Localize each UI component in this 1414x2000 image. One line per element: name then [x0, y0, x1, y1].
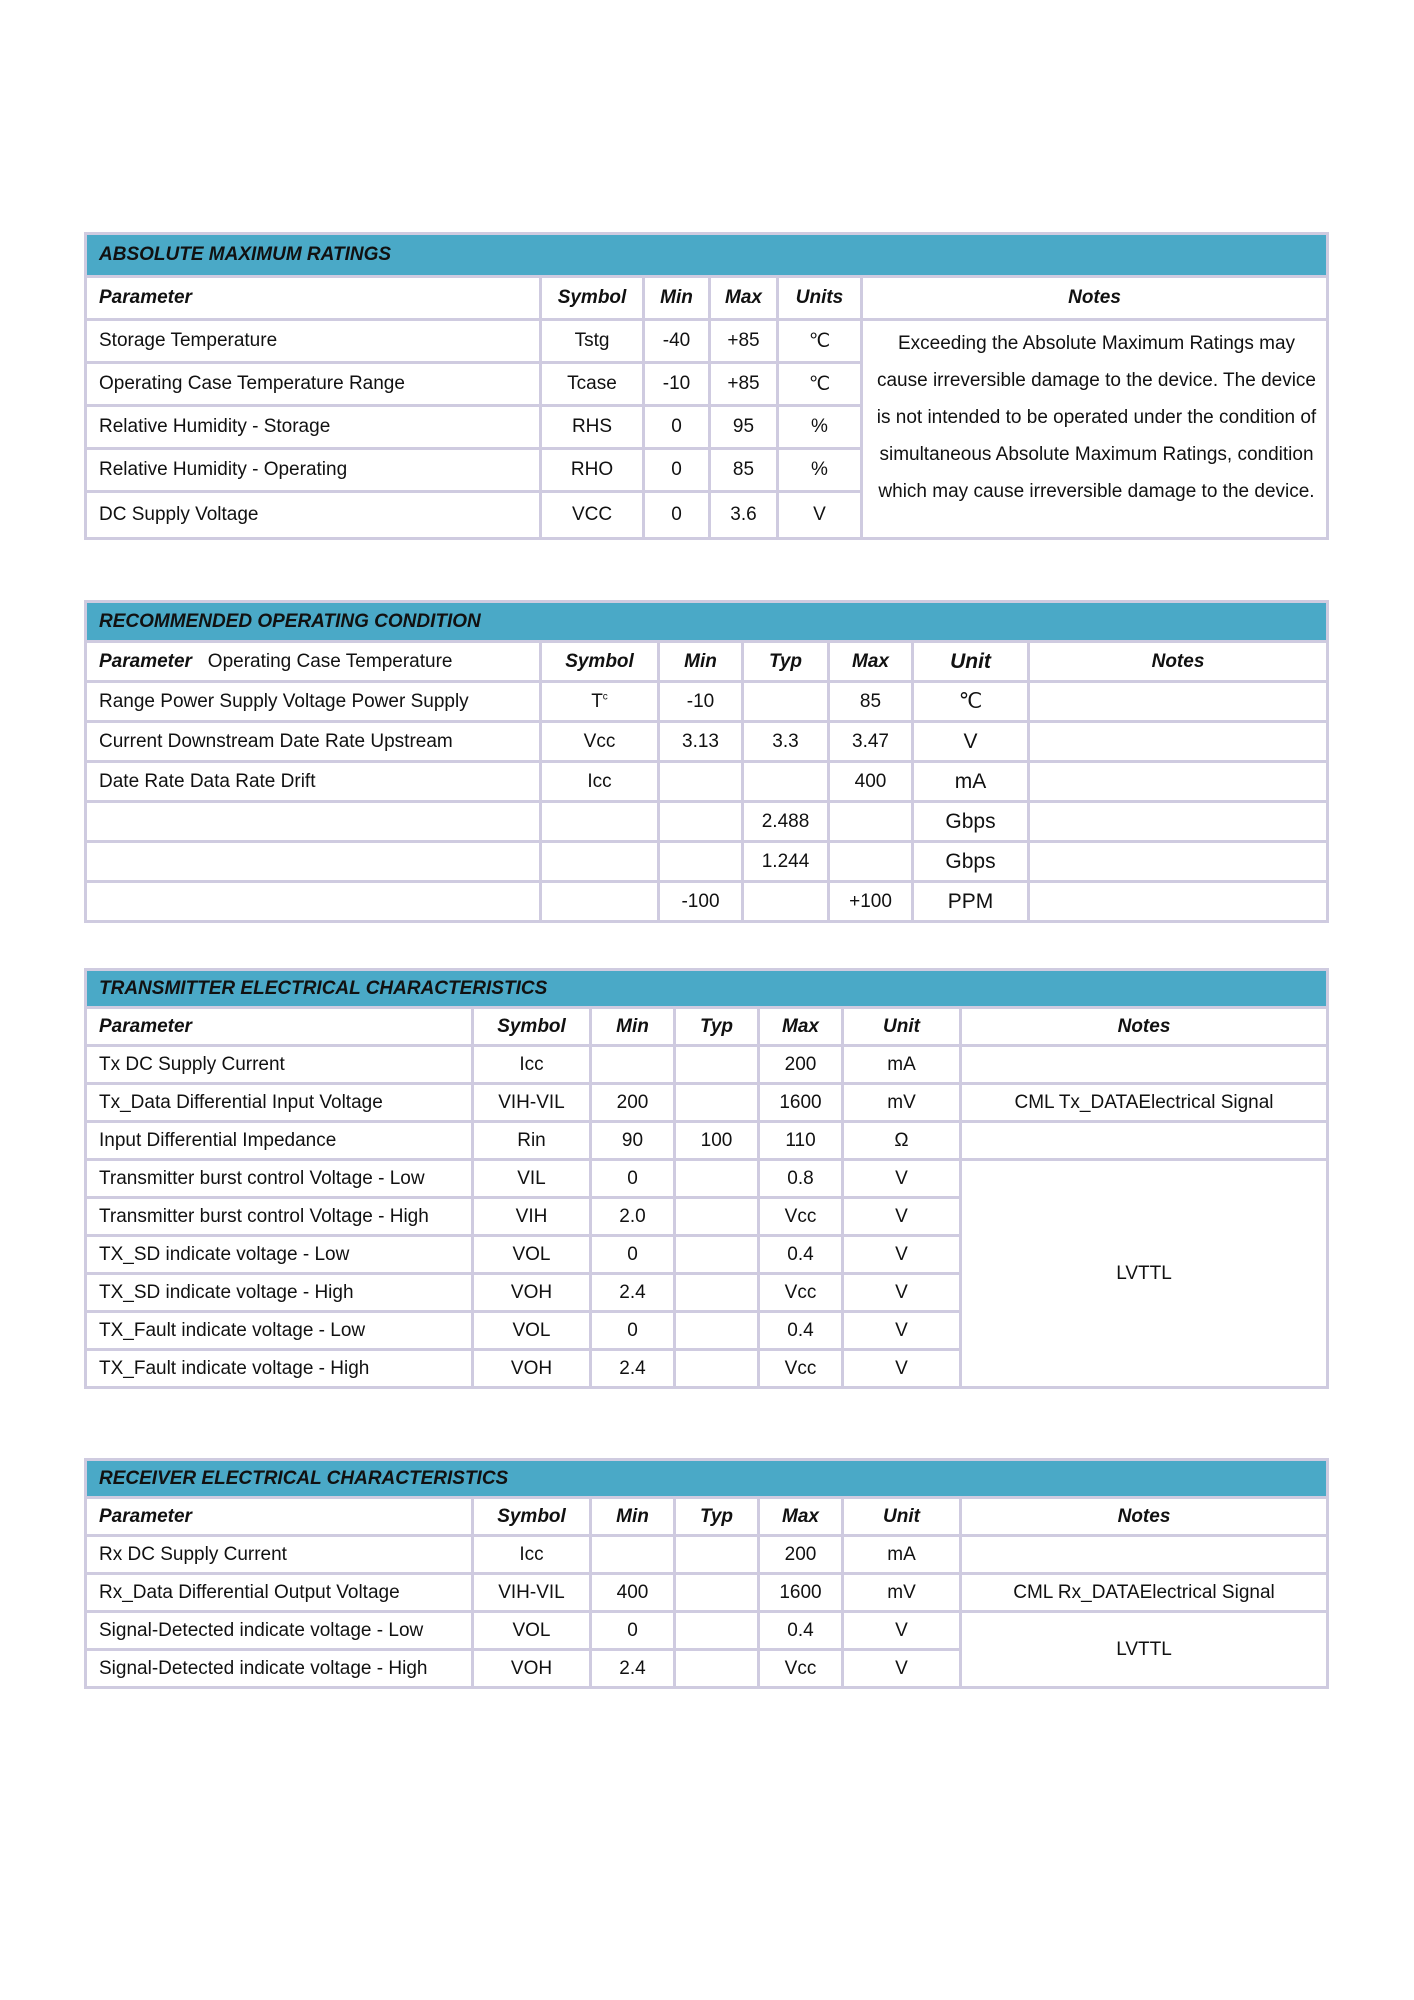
cell-unit: mV [843, 1574, 961, 1612]
header-parameter-label: Parameter [99, 650, 192, 672]
cell-max: 85 [829, 682, 913, 722]
cell-notes [1029, 882, 1328, 922]
cell-units: V [778, 492, 862, 539]
cell-notes [961, 1046, 1328, 1084]
col-header-max: Max [829, 642, 913, 682]
cell-symbol: VIH-VIL [473, 1084, 591, 1122]
cell-parameter: Storage Temperature [86, 320, 541, 363]
cell-unit: V [843, 1160, 961, 1198]
cell-units: ℃ [778, 363, 862, 406]
cell-typ [675, 1612, 759, 1650]
transmitter-characteristics-table [84, 968, 1329, 1389]
cell-unit: V [843, 1198, 961, 1236]
cell-min: -100 [659, 882, 743, 922]
notes-paragraph: Exceeding the Absolute Maximum Ratings may cause irreversible damage to the device. The device is not intended to be operated under the condition of simultaneous Absolute Maximum Ratings, condition which may cause irreversible damage to the device. [862, 320, 1328, 539]
col-header-symbol: Symbol [473, 1008, 591, 1046]
table-row [86, 1046, 1328, 1084]
cell-unit: Gbps [913, 802, 1029, 842]
cell-unit: mA [843, 1046, 961, 1084]
cell-symbol: VOH [473, 1650, 591, 1688]
cell-symbol: VIL [473, 1160, 591, 1198]
cell-symbol: VOH [473, 1350, 591, 1388]
cell-min: 2.4 [591, 1350, 675, 1388]
cell-max: +85 [710, 363, 778, 406]
cell-min [659, 802, 743, 842]
absolute-max-ratings-table [84, 232, 1329, 540]
cell-notes [1029, 682, 1328, 722]
cell-min: 90 [591, 1122, 675, 1160]
col-header-symbol: Symbol [473, 1498, 591, 1536]
cell-max: 0.4 [759, 1236, 843, 1274]
table-row [86, 1122, 1328, 1160]
cell-unit: ℃ [913, 682, 1029, 722]
cell-min [659, 762, 743, 802]
cell-unit: PPM [913, 882, 1029, 922]
col-header-symbol: Symbol [541, 642, 659, 682]
cell-symbol: VIH-VIL [473, 1574, 591, 1612]
notes-lvttl: LVTTL [961, 1612, 1328, 1688]
table-title: RECOMMENDED OPERATING CONDITION [86, 602, 1328, 642]
cell-typ [675, 1046, 759, 1084]
table-row [86, 320, 1328, 363]
cell-symbol: VOL [473, 1612, 591, 1650]
parameter-text-line: Date Rate Data Rate Drift [86, 762, 541, 802]
cell-parameter: Signal-Detected indicate voltage - Low [86, 1612, 473, 1650]
cell-parameter: Input Differential Impedance [86, 1122, 473, 1160]
cell-notes [961, 1536, 1328, 1574]
cell-typ [675, 1574, 759, 1612]
cell-parameter: Tx DC Supply Current [86, 1046, 473, 1084]
cell-max: 95 [710, 406, 778, 449]
cell-min: 0 [644, 449, 710, 492]
cell-parameter: Rx_Data Differential Output Voltage [86, 1574, 473, 1612]
table-title: RECEIVER ELECTRICAL CHARACTERISTICS [86, 1460, 1328, 1498]
cell-unit: Gbps [913, 842, 1029, 882]
col-header-parameter: Parameter [86, 277, 541, 320]
cell-notes: CML Rx_DATAElectrical Signal [961, 1574, 1328, 1612]
col-header-typ: Typ [743, 642, 829, 682]
cell-symbol [541, 882, 659, 922]
table-title: ABSOLUTE MAXIMUM RATINGS [86, 234, 1328, 277]
cell-parameter [86, 882, 541, 922]
col-header-parameter: Parameter [86, 1008, 473, 1046]
cell-notes [961, 1122, 1328, 1160]
cell-unit: V [843, 1650, 961, 1688]
cell-unit: V [843, 1612, 961, 1650]
cell-parameter: TX_SD indicate voltage - High [86, 1274, 473, 1312]
cell-max: 85 [710, 449, 778, 492]
col-header-min: Min [659, 642, 743, 682]
cell-parameter [86, 842, 541, 882]
cell-min: 0 [591, 1612, 675, 1650]
cell-min: 0 [644, 492, 710, 539]
cell-max: 400 [829, 762, 913, 802]
cell-min [591, 1046, 675, 1084]
col-header-max: Max [759, 1498, 843, 1536]
cell-typ [675, 1650, 759, 1688]
cell-min: 0 [591, 1312, 675, 1350]
cell-max: Vcc [759, 1198, 843, 1236]
cell-parameter [86, 802, 541, 842]
col-header-notes: Notes [862, 277, 1328, 320]
cell-notes: CML Tx_DATAElectrical Signal [961, 1084, 1328, 1122]
table-row [86, 842, 1328, 882]
cell-notes [1029, 842, 1328, 882]
cell-min: -40 [644, 320, 710, 363]
cell-notes [1029, 722, 1328, 762]
cell-parameter: Transmitter burst control Voltage - High [86, 1198, 473, 1236]
cell-symbol: Icc [473, 1536, 591, 1574]
cell-min: -10 [644, 363, 710, 406]
cell-symbol: VOL [473, 1312, 591, 1350]
cell-typ [743, 682, 829, 722]
cell-symbol: Vcc [541, 722, 659, 762]
cell-max: 3.6 [710, 492, 778, 539]
cell-min [591, 1536, 675, 1574]
table-row [86, 882, 1328, 922]
col-header-typ: Typ [675, 1498, 759, 1536]
cell-min: 3.13 [659, 722, 743, 762]
table-row [86, 762, 1328, 802]
cell-min: 2.0 [591, 1198, 675, 1236]
cell-max: Vcc [759, 1650, 843, 1688]
cell-typ [675, 1312, 759, 1350]
table-row [86, 1574, 1328, 1612]
cell-max: 200 [759, 1046, 843, 1084]
table-row [86, 802, 1328, 842]
cell-parameter: TX_SD indicate voltage - Low [86, 1236, 473, 1274]
col-header-notes: Notes [961, 1008, 1328, 1046]
cell-parameter: Signal-Detected indicate voltage - High [86, 1650, 473, 1688]
col-header-max: Max [710, 277, 778, 320]
parameter-text-line: Operating Case Temperature [207, 650, 453, 672]
cell-max: 0.4 [759, 1612, 843, 1650]
cell-symbol [541, 842, 659, 882]
cell-typ [743, 762, 829, 802]
cell-min: 2.4 [591, 1274, 675, 1312]
cell-max: Vcc [759, 1350, 843, 1388]
cell-unit: V [843, 1350, 961, 1388]
cell-parameter: Relative Humidity - Operating [86, 449, 541, 492]
cell-max: +100 [829, 882, 913, 922]
table-row [86, 722, 1328, 762]
cell-min: 200 [591, 1084, 675, 1122]
cell-unit: V [843, 1236, 961, 1274]
cell-unit: Ω [843, 1122, 961, 1160]
cell-max: +85 [710, 320, 778, 363]
cell-notes [1029, 762, 1328, 802]
cell-symbol: VCC [541, 492, 644, 539]
cell-max: 1600 [759, 1084, 843, 1122]
col-header-typ: Typ [675, 1008, 759, 1046]
cell-max: 0.8 [759, 1160, 843, 1198]
cell-parameter: Operating Case Temperature Range [86, 363, 541, 406]
recommended-operating-condition-table [84, 600, 1329, 923]
table-row [86, 682, 1328, 722]
cell-parameter: TX_Fault indicate voltage - High [86, 1350, 473, 1388]
cell-unit: V [843, 1312, 961, 1350]
notes-lvttl: LVTTL [961, 1160, 1328, 1388]
col-header-min: Min [591, 1498, 675, 1536]
cell-parameter: Rx DC Supply Current [86, 1536, 473, 1574]
cell-min: 400 [591, 1574, 675, 1612]
cell-symbol: VIH [473, 1198, 591, 1236]
cell-units: % [778, 406, 862, 449]
cell-symbol: Rin [473, 1122, 591, 1160]
cell-symbol: VOL [473, 1236, 591, 1274]
cell-min: 0 [591, 1160, 675, 1198]
col-header-min: Min [591, 1008, 675, 1046]
cell-symbol [541, 802, 659, 842]
cell-symbol: Tcase [541, 363, 644, 406]
cell-typ: 100 [675, 1122, 759, 1160]
table-row [86, 1160, 1328, 1198]
cell-max: Vcc [759, 1274, 843, 1312]
cell-typ [675, 1160, 759, 1198]
cell-typ: 2.488 [743, 802, 829, 842]
col-header-unit: Unit [913, 642, 1029, 682]
col-header-min: Min [644, 277, 710, 320]
cell-min: 0 [644, 406, 710, 449]
cell-max: 3.47 [829, 722, 913, 762]
cell-unit: V [843, 1274, 961, 1312]
cell-parameter: Transmitter burst control Voltage - Low [86, 1160, 473, 1198]
cell-unit: mA [913, 762, 1029, 802]
cell-max: 0.4 [759, 1312, 843, 1350]
cell-max: 1600 [759, 1574, 843, 1612]
cell-notes [1029, 802, 1328, 842]
cell-unit: V [913, 722, 1029, 762]
receiver-characteristics-table [84, 1458, 1329, 1689]
cell-max: 110 [759, 1122, 843, 1160]
cell-typ [675, 1350, 759, 1388]
cell-units: % [778, 449, 862, 492]
table-row [86, 1612, 1328, 1650]
parameter-text-line: Current Downstream Date Rate Upstream [86, 722, 541, 762]
cell-max [829, 802, 913, 842]
cell-max: 200 [759, 1536, 843, 1574]
cell-typ [675, 1084, 759, 1122]
col-header-unit: Unit [843, 1008, 961, 1046]
cell-min: -10 [659, 682, 743, 722]
cell-typ [743, 882, 829, 922]
cell-parameter: Relative Humidity - Storage [86, 406, 541, 449]
col-header-notes: Notes [1029, 642, 1328, 682]
cell-min [659, 842, 743, 882]
table-title: TRANSMITTER ELECTRICAL CHARACTERISTICS [86, 970, 1328, 1008]
cell-symbol: Icc [541, 762, 659, 802]
cell-symbol: Icc [473, 1046, 591, 1084]
cell-unit: mV [843, 1084, 961, 1122]
cell-symbol: $T^c$ [541, 682, 659, 722]
col-header-units: Units [778, 277, 862, 320]
col-header-parameter: Parameter [86, 1498, 473, 1536]
cell-parameter: TX_Fault indicate voltage - Low [86, 1312, 473, 1350]
col-header-parameter [86, 642, 541, 682]
col-header-symbol: Symbol [541, 277, 644, 320]
col-header-notes: Notes [961, 1498, 1328, 1536]
cell-symbol: Tstg [541, 320, 644, 363]
table-row [86, 1536, 1328, 1574]
cell-max [829, 842, 913, 882]
col-header-max: Max [759, 1008, 843, 1046]
cell-typ [675, 1274, 759, 1312]
cell-symbol: RHO [541, 449, 644, 492]
cell-parameter: Tx_Data Differential Input Voltage [86, 1084, 473, 1122]
cell-typ: 3.3 [743, 722, 829, 762]
cell-unit: mA [843, 1536, 961, 1574]
cell-units: ℃ [778, 320, 862, 363]
parameter-text-line: Range Power Supply Voltage Power Supply [86, 682, 541, 722]
cell-parameter: DC Supply Voltage [86, 492, 541, 539]
cell-typ: 1.244 [743, 842, 829, 882]
cell-min: 0 [591, 1236, 675, 1274]
cell-symbol: RHS [541, 406, 644, 449]
col-header-unit: Unit [843, 1498, 961, 1536]
cell-typ [675, 1198, 759, 1236]
table-row [86, 1084, 1328, 1122]
cell-typ [675, 1236, 759, 1274]
cell-min: 2.4 [591, 1650, 675, 1688]
cell-typ [675, 1536, 759, 1574]
cell-symbol: VOH [473, 1274, 591, 1312]
